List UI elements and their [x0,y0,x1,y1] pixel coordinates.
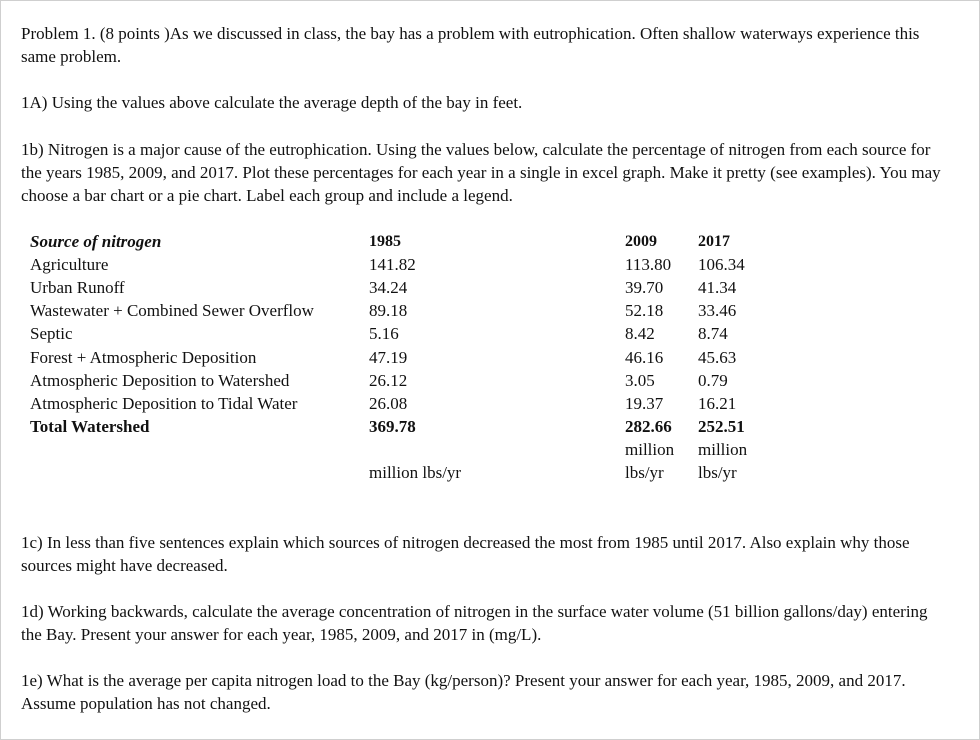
units-2009-line1: million [625,440,675,459]
part-1c-text: 1c) In less than five sentences explain which sources of nitrogen decreased the most from 1985 until 2017. Also explain why those sources might have decreased. [21,533,910,575]
units-2017-line1: million [698,440,748,459]
row-value-2017: 45.63 [698,348,737,367]
part-1b-text: 1b) Nitrogen is a major cause of the eutrophication. Using the values below, calculate the percentage of nitrogen from each source for the years 1985, 2009, and 2017. Plot these percentages for each year in a single in excel graph. Make it pretty (see examples). You may choose a bar chart or a pie chart. Label each group and include a legend. [21,140,941,205]
row-source: Agriculture [30,255,109,274]
row-value-2009: 39.70 [625,278,664,297]
row-source: Urban Runoff [30,278,125,297]
row-value-1985: 89.18 [369,301,408,320]
row-value-2009: 19.37 [625,394,664,413]
part-1d-text: 1d) Working backwards, calculate the average concentration of nitrogen in the surface water volume (51 billion gallons/day) entering the Bay. Present your answer for each year, 1985, 2009, and 2017 in (mg/L). [21,602,928,644]
row-value-1985: 26.08 [369,394,408,413]
row-source: Septic [30,324,73,343]
row-value-1985: 5.16 [369,324,399,343]
units-2017-line2: lbs/yr [698,463,737,482]
row-value-2009: 46.16 [625,348,664,367]
row-source: Forest + Atmospheric Deposition [30,348,257,367]
row-value-1985: 26.12 [369,371,408,390]
row-source: Atmospheric Deposition to Tidal Water [30,394,298,413]
total-2009: 282.66 [625,417,672,436]
header-2017: 2017 [698,233,730,250]
header-1985: 1985 [369,233,401,250]
row-value-2009: 113.80 [625,255,672,274]
row-value-2017: 106.34 [698,255,745,274]
total-1985: 369.78 [369,417,416,436]
part-1a-text: 1A) Using the values above calculate the average depth of the bay in feet. [21,93,523,112]
row-value-1985: 47.19 [369,348,408,367]
header-2009: 2009 [625,233,657,250]
row-value-1985: 34.24 [369,278,408,297]
row-source: Wastewater + Combined Sewer Overflow [30,301,314,320]
row-value-2017: 41.34 [698,278,737,297]
row-value-2017: 16.21 [698,394,737,413]
row-value-2017: 8.74 [698,324,728,343]
header-source: Source of nitrogen [30,232,162,251]
units-1985: million lbs/yr [369,463,462,482]
row-value-1985: 141.82 [369,255,416,274]
total-2017: 252.51 [698,417,745,436]
row-value-2017: 33.46 [698,301,737,320]
problem-intro: Problem 1. (8 points )As we discussed in class, the bay has a problem with eutrophication. Often shallow waterways experience this same problem. [21,24,920,66]
units-2009-line2: lbs/yr [625,463,664,482]
row-value-2017: 0.79 [698,371,728,390]
part-1e-text: 1e) What is the average per capita nitrogen load to the Bay (kg/person)? Present your answer for each year, 1985, 2009, and 2017. Assume population has not changed. [21,671,906,713]
row-value-2009: 8.42 [625,324,655,343]
total-label: Total Watershed [30,417,150,436]
row-value-2009: 52.18 [625,301,664,320]
row-source: Atmospheric Deposition to Watershed [30,371,290,390]
row-value-2009: 3.05 [625,371,655,390]
